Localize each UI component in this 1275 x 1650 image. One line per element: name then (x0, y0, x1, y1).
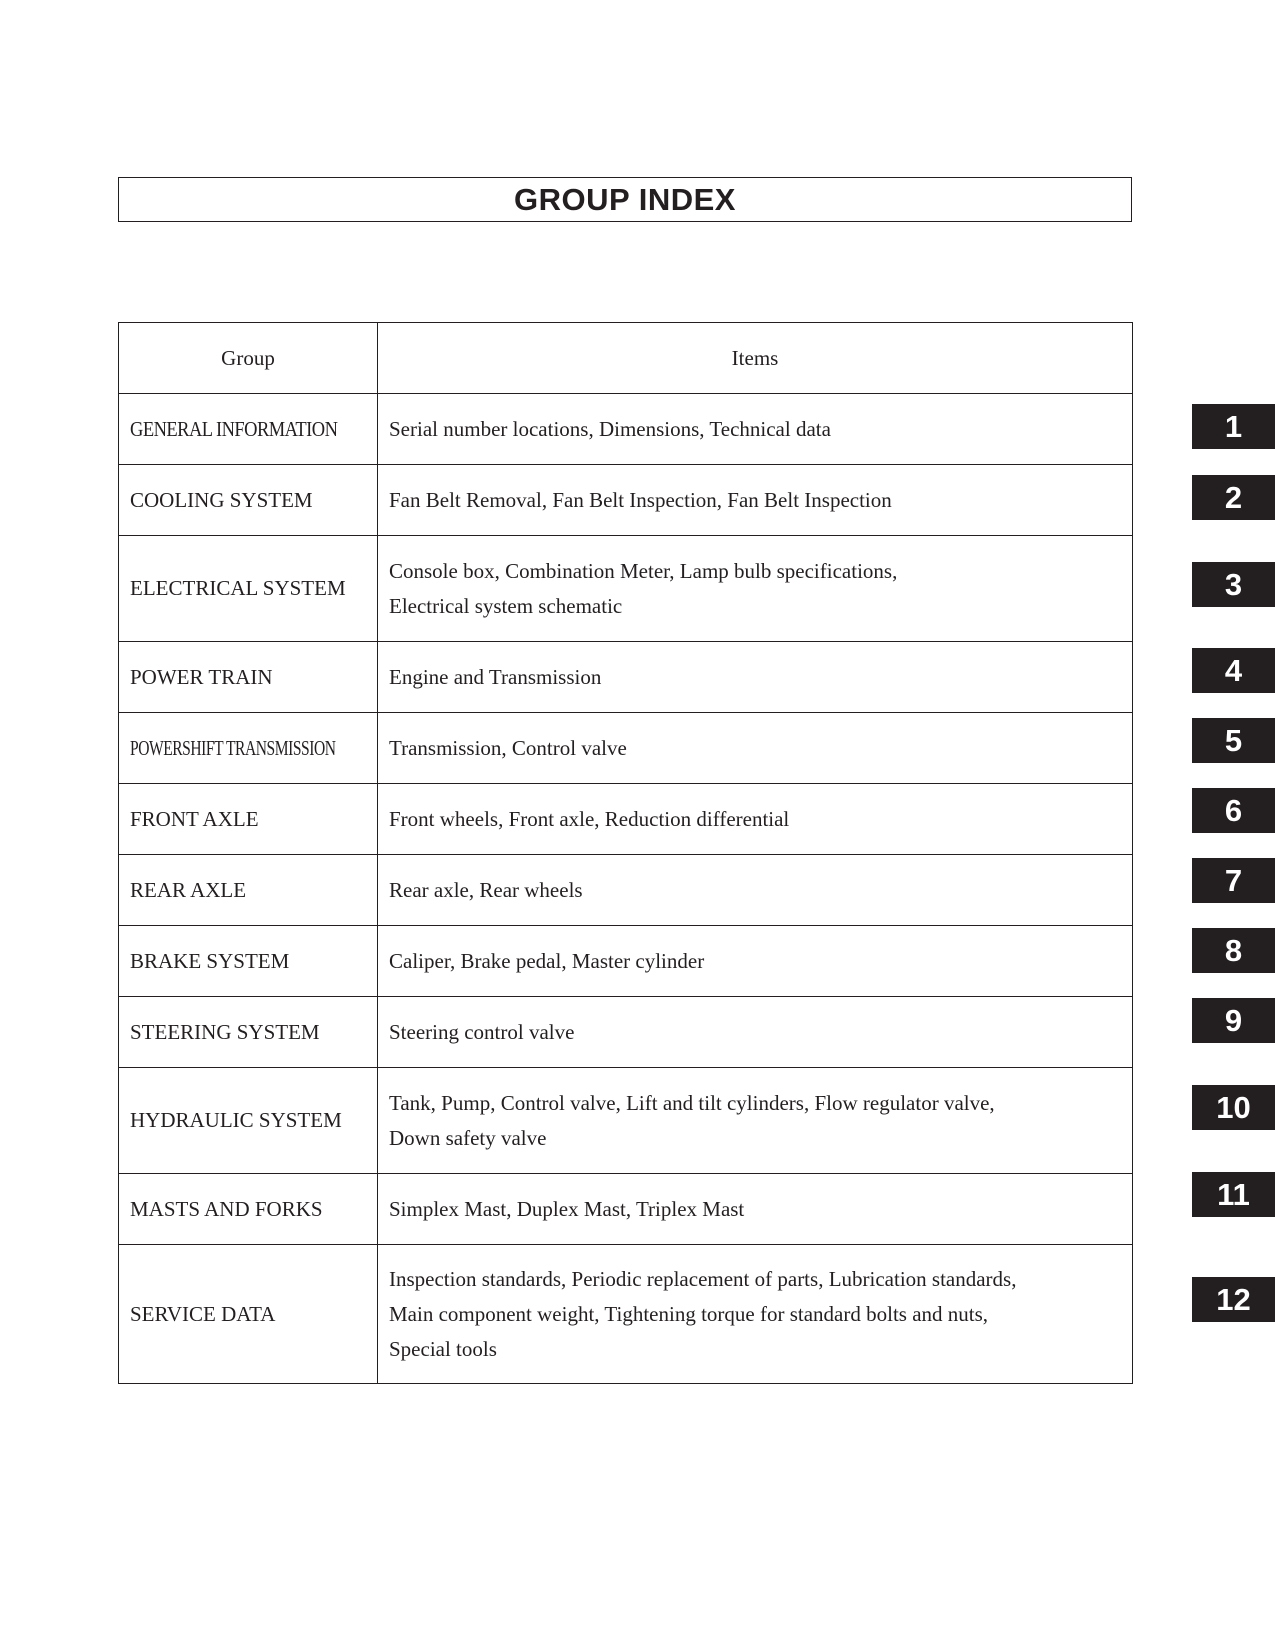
group-name: COOLING SYSTEM (119, 465, 378, 536)
table-row[interactable] (119, 926, 1133, 997)
group-name: GENERAL INFORMATION (119, 394, 378, 465)
table-row[interactable] (119, 1245, 1133, 1384)
table-row[interactable] (119, 642, 1133, 713)
group-items: Tank, Pump, Control valve, Lift and tilt cylinders, Flow regulator valve, Down safety valve (378, 1068, 1133, 1174)
group-name: ELECTRICAL SYSTEM (119, 536, 378, 642)
section-tab-11[interactable]: 11 (1192, 1172, 1275, 1217)
group-name: HYDRAULIC SYSTEM (119, 1068, 378, 1174)
group-name: FRONT AXLE (119, 784, 378, 855)
section-tab-12[interactable]: 12 (1192, 1277, 1275, 1322)
section-tab-2[interactable]: 2 (1192, 475, 1275, 520)
group-items: Simplex Mast, Duplex Mast, Triplex Mast (378, 1174, 1133, 1245)
group-name: STEERING SYSTEM (119, 997, 378, 1068)
group-items: Console box, Combination Meter, Lamp bulb specifications, Electrical system schematic (378, 536, 1133, 642)
section-tab-10[interactable]: 10 (1192, 1085, 1275, 1130)
group-items: Inspection standards, Periodic replacement of parts, Lubrication standards, Main component weight, Tightening torque for standard bolts and nuts, Special tools (378, 1245, 1133, 1384)
header-items: Items (378, 323, 1133, 394)
group-items: Transmission, Control valve (378, 713, 1133, 784)
table-row[interactable] (119, 394, 1133, 465)
section-tab-5[interactable]: 5 (1192, 718, 1275, 763)
header-group: Group (119, 323, 378, 394)
group-items: Engine and Transmission (378, 642, 1133, 713)
table-row[interactable] (119, 997, 1133, 1068)
group-items: Steering control valve (378, 997, 1133, 1068)
table-row[interactable] (119, 465, 1133, 536)
section-tab-9[interactable]: 9 (1192, 998, 1275, 1043)
table-row[interactable] (119, 855, 1133, 926)
table-row[interactable] (119, 536, 1133, 642)
group-name: SERVICE DATA (119, 1245, 378, 1384)
group-name: REAR AXLE (119, 855, 378, 926)
section-tab-3[interactable]: 3 (1192, 562, 1275, 607)
section-tab-7[interactable]: 7 (1192, 858, 1275, 903)
group-items: Front wheels, Front axle, Reduction differential (378, 784, 1133, 855)
section-tab-1[interactable]: 1 (1192, 404, 1275, 449)
group-name: POWERSHIFT TRANSMISSION (119, 713, 378, 784)
table-row[interactable] (119, 784, 1133, 855)
title-box (118, 177, 1132, 222)
table-header-row (119, 323, 1133, 394)
group-items: Caliper, Brake pedal, Master cylinder (378, 926, 1133, 997)
group-index-table (118, 322, 1133, 1384)
group-items: Rear axle, Rear wheels (378, 855, 1133, 926)
group-name: BRAKE SYSTEM (119, 926, 378, 997)
section-tab-4[interactable]: 4 (1192, 648, 1275, 693)
table-row[interactable] (119, 1068, 1133, 1174)
table-row[interactable] (119, 713, 1133, 784)
table-row[interactable] (119, 1174, 1133, 1245)
section-tab-6[interactable]: 6 (1192, 788, 1275, 833)
group-items: Fan Belt Removal, Fan Belt Inspection, Fan Belt Inspection (378, 465, 1133, 536)
page-title: GROUP INDEX (514, 181, 736, 217)
section-tab-8[interactable]: 8 (1192, 928, 1275, 973)
group-items: Serial number locations, Dimensions, Technical data (378, 394, 1133, 465)
group-name: MASTS AND FORKS (119, 1174, 378, 1245)
group-name: POWER TRAIN (119, 642, 378, 713)
